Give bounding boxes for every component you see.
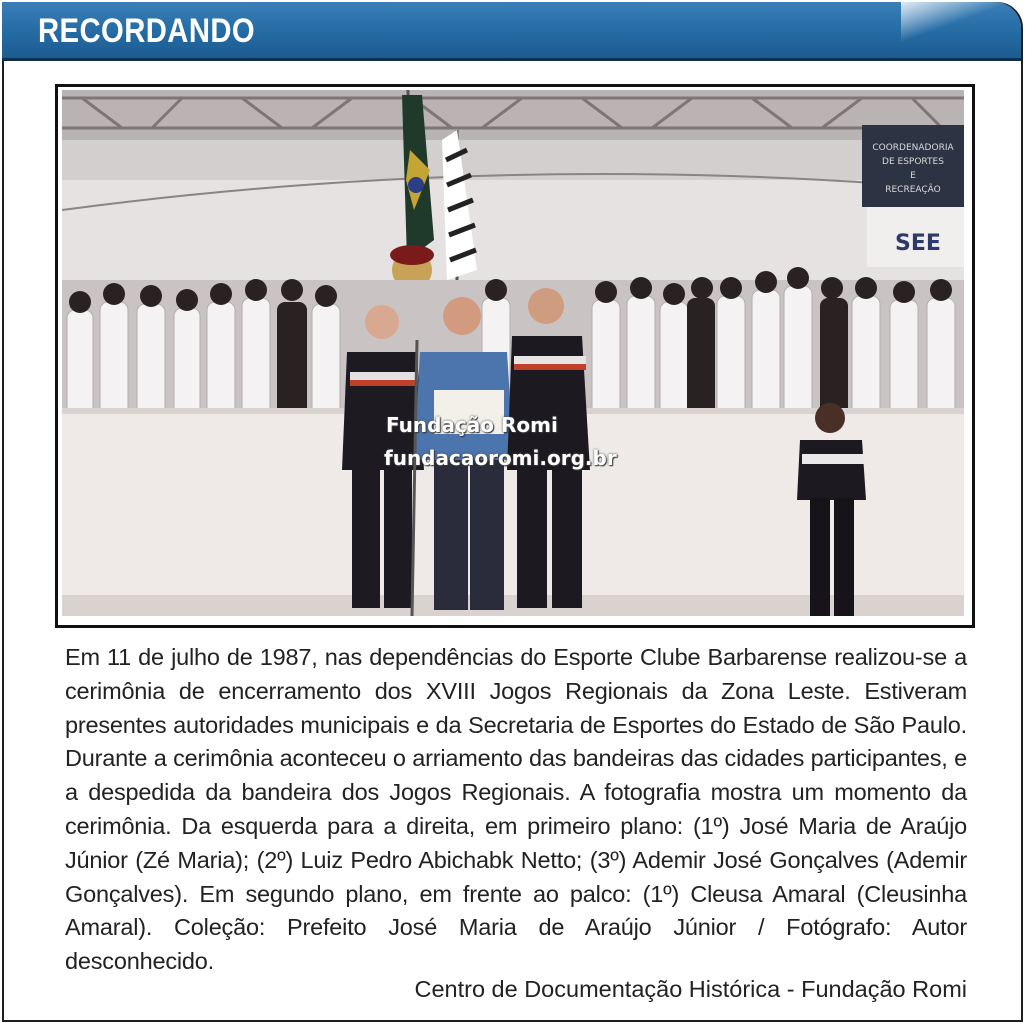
header-shine (901, 2, 1021, 60)
photo-illustration (62, 90, 964, 616)
svg-text:DE ESPORTES: DE ESPORTES (882, 157, 944, 167)
header-divider (2, 58, 1021, 61)
section-header (2, 2, 1021, 60)
historical-photo (62, 90, 964, 616)
photo-credit: Centro de Documentação Histórica - Fundação Romi (414, 976, 967, 1002)
watermark-url: fundacaoromi.org.br (384, 446, 617, 470)
svg-text:SEE: SEE (895, 231, 941, 256)
photo-caption: Em 11 de julho de 1987, nas dependências do Esporte Clube Barbarense realizou-se a cerimônia de encerramento dos XVIII Jogos Regionais da Zona Leste. Estiveram presentes autoridades municipais e da Secretaria de Esportes do Estado de São Paulo. Durante a cerimônia aconteceu o arriamento das bandeiras das cidades participantes, e a despedida da bandeira dos Jogos Regionais. A fotografia mostra um momento da cerimônia. Da esquerda para a direita, em primeiro plano: (1º) José Maria de Araújo Júnior (Zé Maria); (2º) Luiz Pedro Abichabk Netto; (3º) Ademir José Gonçalves (Ademir Gonçalves). Em segundo plano, em frente ao palco: (1º) Cleusa Amaral (Cleusinha Amaral). Coleção: Prefeito José Maria de Araújo Júnior / Fotógrafo: Autor desconhecido. (65, 644, 967, 975)
watermark-name: Fundação Romi (386, 413, 558, 437)
svg-text:RECREAÇÃO: RECREAÇÃO (885, 185, 941, 195)
section-title: RECORDANDO (38, 12, 256, 50)
svg-text:E: E (910, 171, 916, 181)
svg-text:COORDENADORIA: COORDENADORIA (872, 143, 954, 153)
